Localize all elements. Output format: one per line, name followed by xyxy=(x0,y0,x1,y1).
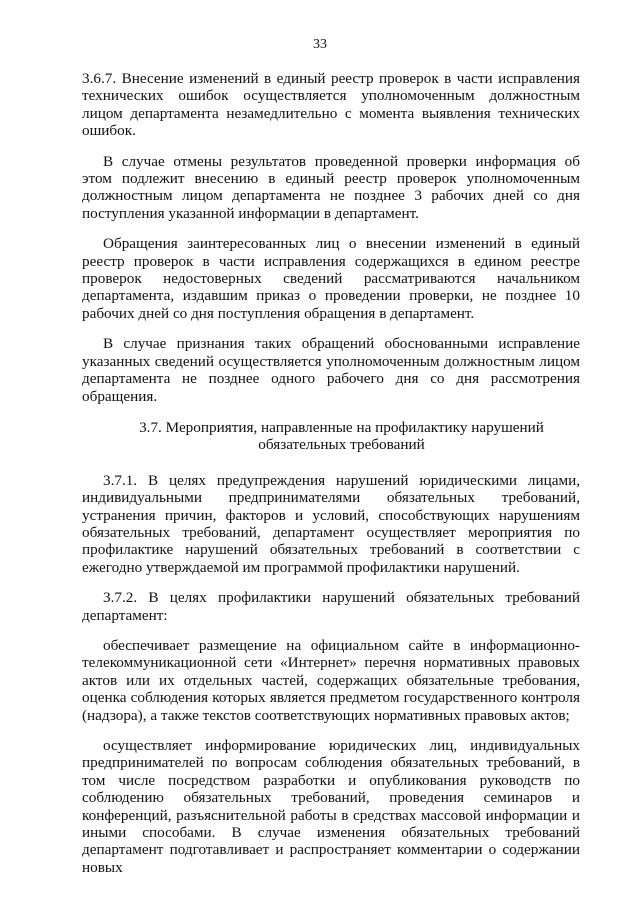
paragraph-website: обеспечивает размещение на официальном сайте в информационно-телекоммуникационной сети «Интернет» перечня нормативных правовых актов или их отдельных частей, содержащих обязательные требования, оценка соблюдения которых является предметом государственного контроля (надзора), а также текстов соответствующих нормативных правовых актов; xyxy=(82,636,580,724)
paragraph-3-7-2: 3.7.2. В целях профилактики нарушений обязательных требований департамент: xyxy=(82,589,580,624)
paragraph-3-7-1: 3.7.1. В целях предупреждения нарушений юридическими лицами, индивидуальными предпринимателями обязательных требований, устранения причин, факторов и условий, способствующих нарушениям обязательных требований, департамент осуществляет мероприятия по профилактике нарушений обязательных требований в соответствии с ежегодно утверждаемой им программой профилактики нарушений. xyxy=(82,471,580,576)
section-heading-line-1: 3.7. Мероприятия, направленные на профилактику нарушений xyxy=(139,418,544,436)
paragraph-3-6-7: 3.6.7. Внесение изменений в единый реестр проверок в части исправления технических ошибок осуществляется уполномоченным должностным лицом департамента незамедлительно с момента выявления технических ошибок. xyxy=(82,70,580,140)
document-body xyxy=(82,70,580,889)
paragraph-informing: осуществляет информирование юридических лиц, индивидуальных предпринимателей по вопросам соблюдения обязательных требований, в том числе посредством разработки и опубликования руководств по соблюдению обязательных требований, проведения семинаров и конференций, разъяснительной работы в средствах массовой информации и иными способами. В случае изменения обязательных требований департамент подготавливает и распространяет комментарии о содержании новых xyxy=(82,737,580,876)
paragraph-appeals: Обращения заинтересованных лиц о внесении изменений в единый реестр проверок в части исправления содержащихся в едином реестре проверок недостоверных сведений рассматриваются начальником департамента, издавшим приказ о проведении проверки, не позднее 10 рабочих дней со дня поступления обращения в департамент. xyxy=(82,235,580,322)
section-heading-line-2: обязательных требований xyxy=(258,436,425,454)
paragraph-cancellation: В случае отмены результатов проведенной проверки информация об этом подлежит внесению в единый реестр проверок уполномоченным должностным лицом департамента не позднее 3 рабочих дней со дня поступления указанной информации в департамент. xyxy=(82,152,580,222)
page-number: 33 xyxy=(313,37,327,52)
section-heading-3-7 xyxy=(103,419,580,454)
paragraph-recognition: В случае признания таких обращений обоснованными исправление указанных сведений осуществляется уполномоченным должностным лицом департамента не позднее одного рабочего дня со дня рассмотрения обращения. xyxy=(82,335,580,405)
